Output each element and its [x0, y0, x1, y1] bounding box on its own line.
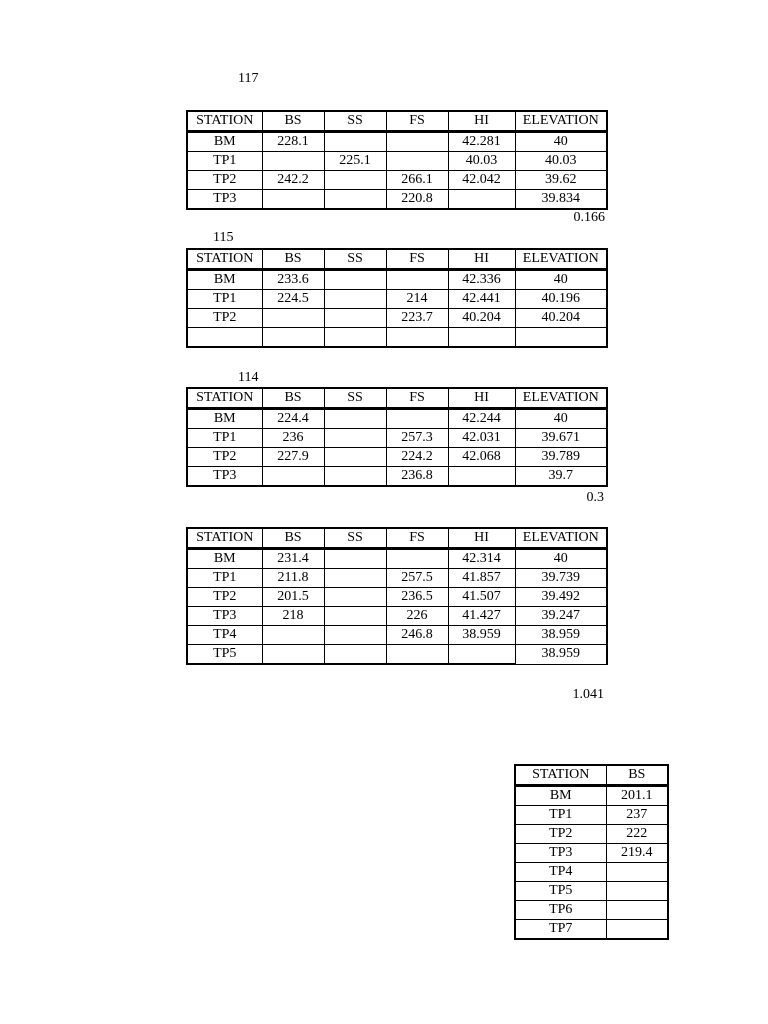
header-row: [187, 111, 607, 132]
table-cell: [386, 645, 448, 665]
table-cell: 227.9: [262, 448, 324, 467]
table-cell: TP2: [187, 448, 262, 467]
table-cell: TP7: [515, 920, 606, 940]
table-cell: 39.62: [515, 171, 607, 190]
table-cell: 40: [515, 132, 607, 152]
column-header: BS: [262, 111, 324, 132]
table-row: [515, 920, 668, 940]
table-cell: 266.1: [386, 171, 448, 190]
table-cell: [324, 290, 386, 309]
column-header: SS: [324, 528, 386, 549]
level-table-114: [186, 387, 608, 487]
table-row: [515, 863, 668, 882]
table-cell: [324, 309, 386, 328]
table-row: [187, 626, 607, 645]
table-cell: TP1: [187, 429, 262, 448]
table-cell: [386, 549, 448, 569]
column-header: FS: [386, 388, 448, 409]
table-1-note: 0.166: [573, 210, 605, 225]
table-cell: TP1: [187, 569, 262, 588]
table-cell: [262, 328, 324, 348]
table-cell: BM: [187, 270, 262, 290]
table-cell: [324, 645, 386, 665]
table-cell: 40.03: [515, 152, 607, 171]
column-header: ELEVATION: [515, 111, 607, 132]
table-cell: [324, 549, 386, 569]
table-cell: [324, 569, 386, 588]
table-cell: [386, 409, 448, 429]
table-row: [187, 309, 607, 328]
table-cell: 39.671: [515, 429, 607, 448]
table-cell: 42.314: [448, 549, 515, 569]
table-row: [187, 448, 607, 467]
table-cell: [448, 190, 515, 210]
table-cell: TP3: [187, 607, 262, 626]
header-row: [187, 249, 607, 270]
table-cell: 222: [606, 825, 668, 844]
table-cell: 211.8: [262, 569, 324, 588]
table-cell: 38.959: [515, 645, 607, 665]
level-table-4: [186, 527, 608, 665]
table-cell: [324, 132, 386, 152]
table-cell: 42.042: [448, 171, 515, 190]
table-cell: TP4: [515, 863, 606, 882]
header-row: [515, 765, 668, 786]
column-header: STATION: [187, 111, 262, 132]
table-cell: [448, 328, 515, 348]
table-cell: 42.244: [448, 409, 515, 429]
table-cell: [606, 901, 668, 920]
table-cell: TP2: [187, 588, 262, 607]
table-2-label: 115: [213, 230, 234, 245]
column-header: HI: [448, 528, 515, 549]
table-cell: [606, 920, 668, 940]
table-cell: [324, 448, 386, 467]
table-cell: [262, 645, 324, 665]
level-table-117: [186, 110, 608, 210]
column-header: SS: [324, 388, 386, 409]
bs-table: [514, 764, 669, 940]
column-header: ELEVATION: [515, 249, 607, 270]
table-cell: 236: [262, 429, 324, 448]
table-cell: TP1: [187, 290, 262, 309]
table-cell: [324, 328, 386, 348]
table-cell: 41.507: [448, 588, 515, 607]
table-row: [515, 825, 668, 844]
column-header: HI: [448, 249, 515, 270]
table-cell: [324, 270, 386, 290]
table-cell: TP5: [515, 882, 606, 901]
table-row: [187, 132, 607, 152]
table-cell: 219.4: [606, 844, 668, 863]
column-header: HI: [448, 111, 515, 132]
table-1-label: 117: [238, 71, 259, 86]
table-cell: [386, 328, 448, 348]
table-cell: [324, 190, 386, 210]
table-row: [515, 786, 668, 806]
column-header: BS: [262, 528, 324, 549]
table-cell: BM: [515, 786, 606, 806]
table-cell: 42.068: [448, 448, 515, 467]
table-cell: TP3: [515, 844, 606, 863]
table-row: [515, 844, 668, 863]
table-cell: [262, 152, 324, 171]
table-cell: [324, 607, 386, 626]
column-header: BS: [606, 765, 668, 786]
table-cell: TP3: [187, 190, 262, 210]
table-cell: 237: [606, 806, 668, 825]
table-row: [515, 806, 668, 825]
table-cell: [324, 588, 386, 607]
table-row: [515, 882, 668, 901]
table-cell: 220.8: [386, 190, 448, 210]
table-row: [187, 549, 607, 569]
column-header: BS: [262, 388, 324, 409]
table-cell: 42.031: [448, 429, 515, 448]
table-cell: 40.196: [515, 290, 607, 309]
table-cell: [187, 328, 262, 348]
table-row: [187, 645, 607, 665]
table-cell: TP1: [515, 806, 606, 825]
table-cell: 218: [262, 607, 324, 626]
table-cell: TP1: [187, 152, 262, 171]
table-row: [187, 409, 607, 429]
table-cell: 246.8: [386, 626, 448, 645]
table-cell: 40.204: [515, 309, 607, 328]
table-cell: 201.5: [262, 588, 324, 607]
table-cell: 242.2: [262, 171, 324, 190]
table-cell: TP3: [187, 467, 262, 487]
table-cell: 39.739: [515, 569, 607, 588]
table-cell: 39.789: [515, 448, 607, 467]
table-cell: 236.8: [386, 467, 448, 487]
column-header: STATION: [187, 249, 262, 270]
table-3-label: 114: [238, 370, 259, 385]
column-header: STATION: [187, 388, 262, 409]
table-cell: 39.492: [515, 588, 607, 607]
table-cell: 214: [386, 290, 448, 309]
column-header: SS: [324, 249, 386, 270]
table-cell: [262, 309, 324, 328]
table-cell: TP2: [515, 825, 606, 844]
table-row: [187, 171, 607, 190]
table-cell: 40.03: [448, 152, 515, 171]
table-row: [187, 328, 607, 348]
table-4-note: 1.041: [572, 687, 604, 702]
table-cell: 226: [386, 607, 448, 626]
table-cell: 224.2: [386, 448, 448, 467]
table-cell: TP4: [187, 626, 262, 645]
table-cell: BM: [187, 409, 262, 429]
column-header: STATION: [187, 528, 262, 549]
table-cell: [448, 467, 515, 487]
table-row: [187, 290, 607, 309]
table-cell: 40: [515, 270, 607, 290]
table-cell: [386, 132, 448, 152]
column-header: FS: [386, 528, 448, 549]
table-cell: [515, 328, 607, 348]
table-cell: 42.336: [448, 270, 515, 290]
table-cell: 257.3: [386, 429, 448, 448]
table-cell: [262, 626, 324, 645]
table-cell: [262, 190, 324, 210]
table-row: [187, 190, 607, 210]
table-cell: 39.247: [515, 607, 607, 626]
column-header: SS: [324, 111, 386, 132]
table-cell: [448, 645, 515, 665]
column-header: FS: [386, 111, 448, 132]
table-cell: [324, 429, 386, 448]
table-cell: [606, 863, 668, 882]
table-cell: [386, 152, 448, 171]
table-cell: [606, 882, 668, 901]
table-cell: 231.4: [262, 549, 324, 569]
table-row: [187, 467, 607, 487]
table-row: [187, 270, 607, 290]
table-row: [187, 588, 607, 607]
column-header: BS: [262, 249, 324, 270]
table-cell: TP5: [187, 645, 262, 665]
table-cell: [324, 409, 386, 429]
table-cell: TP2: [187, 171, 262, 190]
table-cell: 40: [515, 549, 607, 569]
table-row: [187, 429, 607, 448]
table-cell: 39.834: [515, 190, 607, 210]
table-cell: 201.1: [606, 786, 668, 806]
header-row: [187, 388, 607, 409]
table-cell: 42.441: [448, 290, 515, 309]
table-cell: BM: [187, 132, 262, 152]
table-cell: TP2: [187, 309, 262, 328]
table-cell: 38.959: [515, 626, 607, 645]
table-cell: 40.204: [448, 309, 515, 328]
table-cell: 42.281: [448, 132, 515, 152]
table-cell: 38.959: [448, 626, 515, 645]
table-cell: 224.5: [262, 290, 324, 309]
table-cell: 39.7: [515, 467, 607, 487]
table-cell: [324, 626, 386, 645]
header-row: [187, 528, 607, 549]
column-header: ELEVATION: [515, 388, 607, 409]
table-cell: 223.7: [386, 309, 448, 328]
table-cell: [262, 467, 324, 487]
table-cell: 41.427: [448, 607, 515, 626]
table-cell: BM: [187, 549, 262, 569]
table-cell: [324, 467, 386, 487]
table-cell: 257.5: [386, 569, 448, 588]
table-cell: 236.5: [386, 588, 448, 607]
column-header: ELEVATION: [515, 528, 607, 549]
table-cell: 40: [515, 409, 607, 429]
table-cell: 41.857: [448, 569, 515, 588]
table-cell: [386, 270, 448, 290]
column-header: STATION: [515, 765, 606, 786]
table-cell: 224.4: [262, 409, 324, 429]
level-table-115: [186, 248, 608, 348]
column-header: HI: [448, 388, 515, 409]
table-3-note: 0.3: [586, 490, 604, 505]
table-cell: 228.1: [262, 132, 324, 152]
table-cell: TP6: [515, 901, 606, 920]
column-header: FS: [386, 249, 448, 270]
table-cell: 225.1: [324, 152, 386, 171]
table-row: [187, 607, 607, 626]
table-row: [515, 901, 668, 920]
table-row: [187, 152, 607, 171]
table-cell: [324, 171, 386, 190]
table-cell: 233.6: [262, 270, 324, 290]
table-row: [187, 569, 607, 588]
